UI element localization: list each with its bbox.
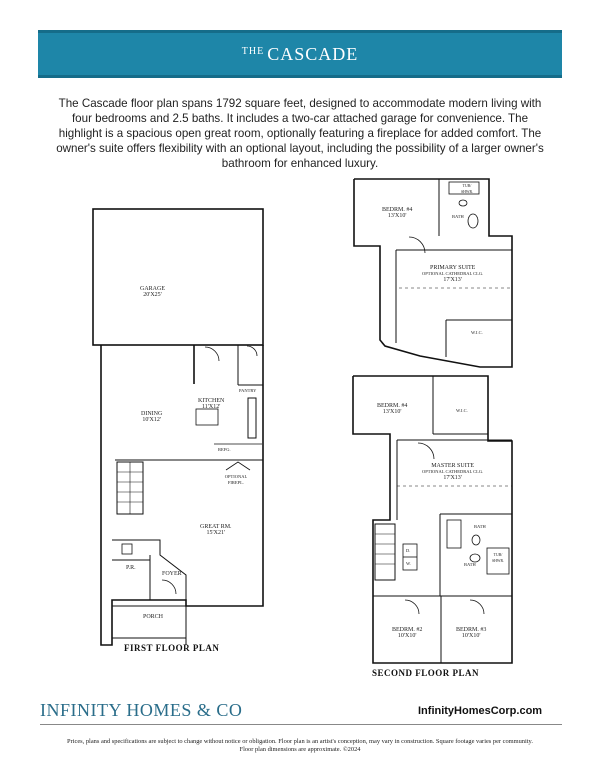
- room-dims: 10'X12': [142, 417, 161, 423]
- footer-divider: [40, 724, 562, 725]
- room-tub-optional: TUB/ SHWR.: [461, 184, 473, 194]
- room-name: GREAT RM.: [200, 524, 232, 530]
- room-kitchen: [198, 398, 224, 410]
- room-name: DINING: [141, 411, 163, 417]
- room-primary-suite: [422, 265, 483, 283]
- garage-outline: [93, 209, 263, 345]
- room-dims: 17'X13': [443, 277, 462, 283]
- room-dining: [141, 411, 162, 423]
- room-pantry: PANTRY: [239, 388, 257, 393]
- title-name: CASCADE: [267, 43, 359, 64]
- room-bedrm4: [377, 403, 407, 415]
- room-dims: 20'X25': [143, 292, 162, 298]
- title-prefix: THE: [241, 45, 265, 57]
- room-name: BEDRM. #3: [456, 627, 487, 633]
- room-garage: [140, 286, 165, 298]
- room-dims: 15'X21': [206, 530, 226, 536]
- porch-outline: [112, 606, 186, 638]
- plan-description: The Cascade floor plan spans 1792 square feet, designed to accommodate modern living with four bedrooms and 2.5 baths. It includes a two-car attached garage for convenience. The highlight is a spacious open great room, optionally featuring a fireplace for added comfort. The owner's suite offers flexibility with an optional layout, including the possibility of a larger owner's bathroom for enhanced luxury.: [56, 97, 544, 170]
- company-logo: INFINITY HOMES & CO: [40, 700, 243, 720]
- room-bedrm2: [392, 627, 422, 639]
- room-w: W.: [406, 561, 411, 566]
- room-bedrm3: [456, 627, 486, 639]
- room-name: GARAGE: [140, 286, 165, 292]
- room-name: MASTER SUITE: [431, 463, 475, 469]
- room-dims: 10'X10': [461, 633, 481, 639]
- room-foyer: FOYER: [162, 571, 182, 577]
- room-bath-2: BATH: [464, 562, 476, 567]
- room-pr: P.R.: [126, 565, 136, 571]
- room-great-rm: [200, 524, 232, 536]
- room-d: D.: [406, 548, 411, 553]
- room-name: BEDRM. #4: [382, 207, 413, 213]
- room-optional-fireplace: OPTIONAL FIREPL.: [224, 474, 248, 485]
- room-name: PRIMARY SUITE: [430, 265, 476, 271]
- room-bath-optional: BATH: [452, 214, 464, 219]
- website-link[interactable]: InfinityHomesCorp.com: [418, 705, 543, 717]
- room-note: OPTIONAL CATHEDRAL CLG.: [422, 271, 484, 276]
- room-name: BEDRM. #2: [392, 627, 423, 633]
- room-dims: 17'X13': [443, 475, 462, 481]
- room-wic: W.I.C.: [456, 408, 468, 413]
- room-name: KITCHEN: [198, 398, 225, 404]
- room-wic-optional: W.I.C.: [471, 330, 483, 335]
- disclaimer-text: Prices, plans and specifications are subject to change without notice or obligation. Floor plan is an artist's conception, may vary in construction. Square footage varies per community. Floor plan dimensions are approximate. ©2024: [67, 738, 533, 753]
- first-floor-drawing: [93, 209, 263, 645]
- room-refrig: REFG.: [218, 447, 231, 452]
- room-name: BEDRM. #4: [377, 403, 408, 409]
- room-note: OPTIONAL CATHEDRAL CLG.: [422, 469, 484, 474]
- room-dims: 13'X10': [382, 409, 402, 415]
- room-porch: PORCH: [143, 614, 164, 620]
- room-dims: 13'X10': [387, 213, 407, 219]
- room-bedrm4-optional: [382, 207, 412, 219]
- first-floor-label: FIRST FLOOR PLAN: [124, 643, 220, 653]
- second-floor-label: SECOND FLOOR PLAN: [372, 668, 480, 678]
- room-tub: TUB/ SHWR.: [492, 553, 504, 563]
- room-master-suite: [422, 463, 483, 481]
- room-dims: 10'X10': [397, 633, 417, 639]
- room-bath: BATH: [474, 524, 486, 529]
- second-floor-drawing: [353, 376, 512, 663]
- room-dims: 11'X12': [202, 404, 221, 410]
